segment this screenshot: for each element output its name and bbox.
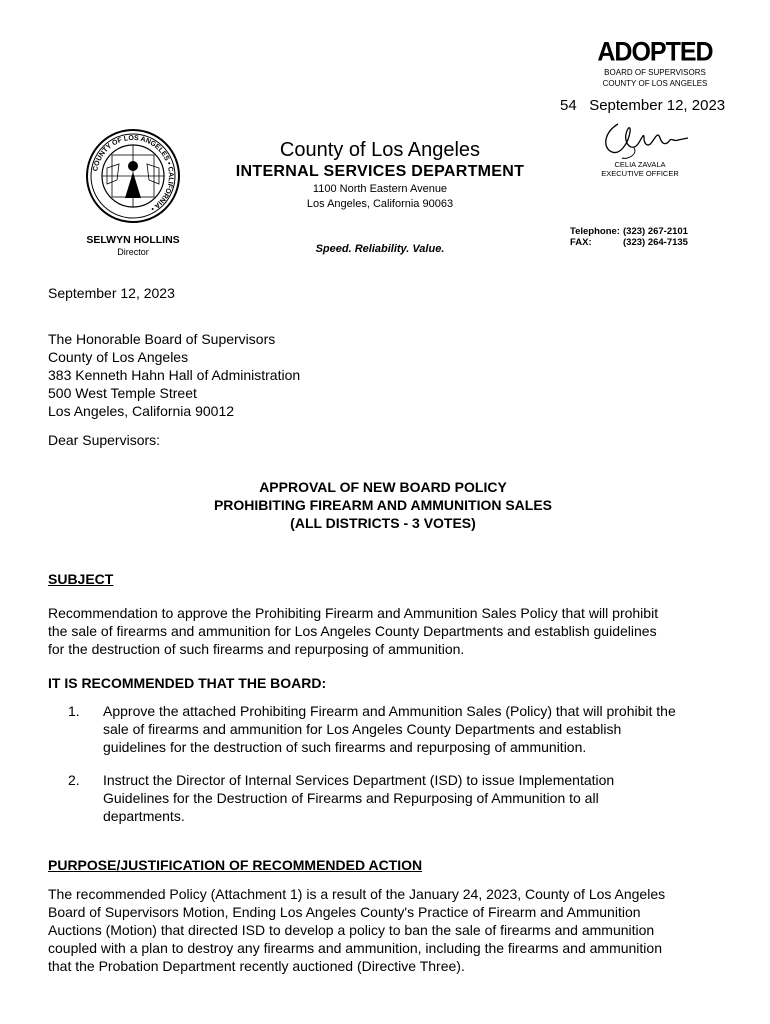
stamp-line-2: COUNTY OF LOS ANGELES [602,79,708,88]
item-text [103,702,728,756]
subject-heading: SUBJECT [48,571,114,587]
address-line-1: 1100 North Eastern Avenue [312,183,448,195]
department-name: INTERNAL SERVICES DEPARTMENT [235,163,525,180]
purpose-line: that the Probation Department recently auctioned (Directive Three). [48,958,465,974]
officer-title: EXECUTIVE OFFICER [601,169,679,178]
item-line: Instruct the Director of Internal Services Department (ISD) to issue Implementation [103,772,615,788]
stamp-date: September 12, 2023 [589,97,726,114]
stamp-number: 54 [560,97,577,114]
purpose-heading: PURPOSE/JUSTIFICATION OF RECOMMENDED ACTION [48,857,423,873]
item-line: Approve the attached Prohibiting Firearm and Ammunition Sales (Policy) that will prohibit the [103,703,676,719]
title-line: PROHIBITING FIREARM AND AMMUNITION SALES [213,497,553,513]
executive-officer [590,160,690,178]
item-number: 2. [68,772,80,788]
recipient-line: County of Los Angeles [48,349,189,365]
purpose-line: Board of Supervisors Motion, Ending Los Angeles County's Practice of Firearm and Ammunition [48,904,641,920]
purpose-line: coupled with a plan to destroy any firearms and ammunition, including the firearms and ammunition [48,940,662,956]
recipient-address [48,330,300,420]
letter-title [48,478,718,532]
subject-text [48,604,738,658]
seal-text: COUNTY OF LOS ANGELES • CALIFORNIA • [92,134,175,212]
signature-icon [598,118,690,164]
stamp-line-1: BOARD OF SUPERVISORS [604,68,706,77]
director-name: SELWYN HOLLINS [86,234,180,246]
purpose-line: The recommended Policy (Attachment 1) is a result of the January 24, 2023, County of Los Angeles [48,886,666,902]
recipient-line: Los Angeles, California 90012 [48,403,235,419]
subject-line: Recommendation to approve the Prohibiting Firearm and Ammunition Sales Policy that will prohibit [48,605,659,621]
purpose-text [48,885,748,975]
county-name: County of Los Angeles [279,139,481,161]
recipient-line: 500 West Temple Street [48,385,197,401]
title-line: APPROVAL OF NEW BOARD POLICY [259,479,507,495]
subject-line: for the destruction of such firearms and repurposing of ammunition. [48,641,465,657]
salutation: Dear Supervisors: [48,432,161,448]
contact-block [570,226,688,248]
stamp-number-date [560,97,725,114]
recipient-line: The Honorable Board of Supervisors [48,331,276,347]
item-line: sale of firearms and ammunition for Los Angeles County Departments and establish [103,721,622,737]
recipient-line: 383 Kenneth Hahn Hall of Administration [48,367,301,383]
adopted-stamp [560,38,750,89]
tagline: Speed. Reliability. Value. [315,243,445,255]
letterhead [200,138,560,212]
fax-label: FAX: [570,237,592,248]
director-title: Director [117,247,149,257]
item-line: departments. [103,808,185,824]
letter-date: September 12, 2023 [48,285,175,301]
officer-name: CELIA ZAVALA [614,160,666,169]
county-seal-icon [85,128,181,224]
purpose-line: Auctions (Motion) that directed ISD to develop a policy to ban the sale of firearms and ammunition [48,922,655,938]
telephone-number: (323) 267-2101 [623,226,688,237]
item-text [103,771,728,825]
subject-line: the sale of firearms and ammunition for Los Angeles County Departments and establish guidelines [48,623,657,639]
item-number: 1. [68,703,80,719]
adopted-label: ADOPTED [597,36,713,68]
telephone-label: Telephone: [570,226,620,237]
fax-number: (323) 264-7135 [623,237,688,248]
address-line-2: Los Angeles, California 90063 [306,198,454,210]
item-line: Guidelines for the Destruction of Firearms and Repurposing of Ammunition to all [103,790,599,806]
director-block [70,234,196,258]
item-line: guidelines for the destruction of such firearms and repurposing of ammunition. [103,739,587,755]
title-line: (ALL DISTRICTS - 3 VOTES) [290,515,476,531]
recommended-heading: IT IS RECOMMENDED THAT THE BOARD: [48,675,327,691]
